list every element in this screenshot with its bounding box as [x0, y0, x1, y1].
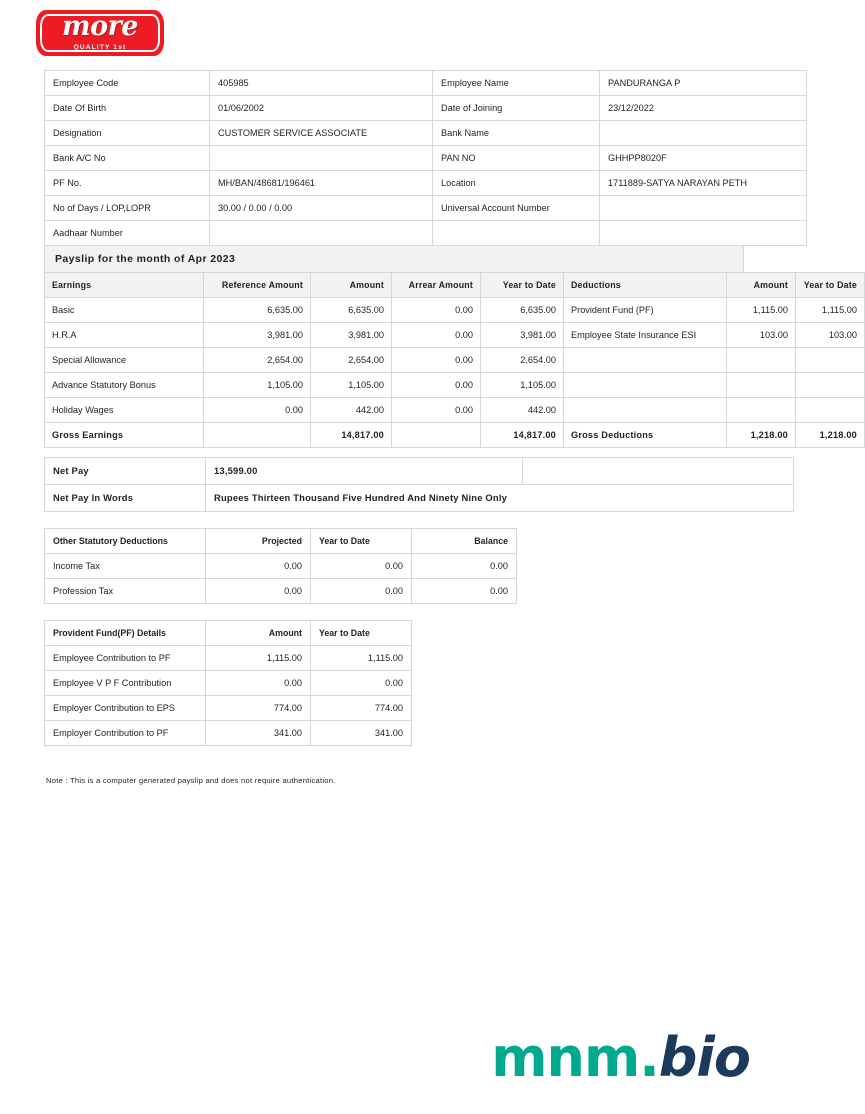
gross-earnings-arrear: [392, 423, 481, 448]
pf-ytd: 0.00: [311, 671, 412, 696]
earning-arrear: 0.00: [392, 298, 481, 323]
gross-deductions-amount: 1,218.00: [727, 423, 796, 448]
field-label: Bank Name: [433, 121, 600, 146]
earning-amount: 6,635.00: [311, 298, 392, 323]
deduction-ytd: [796, 398, 865, 423]
field-value: 1711889-SATYA NARAYAN PETH: [600, 171, 807, 196]
table-row: [45, 121, 807, 146]
table-row: [45, 196, 807, 221]
table-header-row: [45, 273, 865, 298]
deduction-name: Employee State Insurance ESI: [564, 323, 727, 348]
net-pay-value: 13,599.00: [206, 458, 523, 485]
deduction-amount: 103.00: [727, 323, 796, 348]
earning-name: Basic: [45, 298, 204, 323]
table-row: [45, 696, 813, 721]
payslip-month-heading: [44, 245, 744, 273]
gross-earnings-reference: [204, 423, 311, 448]
earning-ytd: 1,105.00: [481, 373, 564, 398]
earning-amount: 3,981.00: [311, 323, 392, 348]
earning-reference: 2,654.00: [204, 348, 311, 373]
field-value: [600, 196, 807, 221]
col-earnings: Earnings: [45, 273, 204, 298]
deduction-name: [564, 373, 727, 398]
osd-projected: 0.00: [206, 554, 311, 579]
col-pf-amount: Amount: [206, 621, 311, 646]
field-label: Designation: [45, 121, 210, 146]
earnings-deductions-table: [44, 272, 865, 448]
watermark-dot: .: [639, 1026, 659, 1089]
osd-ytd: 0.00: [311, 554, 412, 579]
earning-arrear: 0.00: [392, 323, 481, 348]
pf-ytd: 774.00: [311, 696, 412, 721]
osd-name: Profession Tax: [45, 579, 206, 604]
field-value: MH/BAN/48681/196461: [210, 171, 433, 196]
col-deduction-ytd: Year to Date: [796, 273, 865, 298]
table-row: [45, 298, 865, 323]
field-value: 23/12/2022: [600, 96, 807, 121]
col-osd-ytd: Year to Date: [311, 529, 412, 554]
payslip-heading-text: Payslip for the month of Apr 2023: [45, 246, 744, 273]
deduction-amount: [727, 348, 796, 373]
table-header-row: [45, 621, 813, 646]
pf-empty: [412, 671, 813, 696]
table-row: [45, 348, 865, 373]
field-label: No of Days / LOP,LOPR: [45, 196, 210, 221]
deduction-ytd: [796, 348, 865, 373]
pf-empty: [412, 646, 813, 671]
deduction-amount: 1,115.00: [727, 298, 796, 323]
deduction-ytd: [796, 373, 865, 398]
pf-amount: 774.00: [206, 696, 311, 721]
col-amount: Amount: [311, 273, 392, 298]
watermark: [491, 1026, 750, 1089]
field-value: GHHPP8020F: [600, 146, 807, 171]
deduction-ytd: 1,115.00: [796, 298, 865, 323]
logo-badge: [36, 10, 164, 56]
earning-reference: 1,105.00: [204, 373, 311, 398]
table-row: [45, 221, 807, 246]
pf-empty: [412, 696, 813, 721]
table-row: [45, 71, 807, 96]
col-pf-title: Provident Fund(PF) Details: [45, 621, 206, 646]
earning-amount: 442.00: [311, 398, 392, 423]
earning-arrear: 0.00: [392, 373, 481, 398]
gross-earnings-ytd: 14,817.00: [481, 423, 564, 448]
table-row: [45, 171, 807, 196]
field-label: Bank A/C No: [45, 146, 210, 171]
table-row: [45, 579, 830, 604]
earning-reference: 0.00: [204, 398, 311, 423]
earning-name: Special Allowance: [45, 348, 204, 373]
earning-name: Holiday Wages: [45, 398, 204, 423]
gross-earnings-amount: 14,817.00: [311, 423, 392, 448]
net-pay-blank-cell: [523, 458, 794, 485]
col-other-statutory-title: Other Statutory Deductions: [45, 529, 206, 554]
col-reference-amount: Reference Amount: [204, 273, 311, 298]
osd-balance: 0.00: [412, 554, 517, 579]
col-deduction-amount: Amount: [727, 273, 796, 298]
osd-name: Income Tax: [45, 554, 206, 579]
gross-deductions-label: Gross Deductions: [564, 423, 727, 448]
net-pay-words-value: Rupees Thirteen Thousand Five Hundred And Ninety Nine Only: [206, 485, 794, 512]
more-logo: [36, 10, 166, 58]
table-row: [45, 96, 807, 121]
col-balance: Balance: [412, 529, 517, 554]
field-label: Location: [433, 171, 600, 196]
field-value: 405985: [210, 71, 433, 96]
earning-ytd: 442.00: [481, 398, 564, 423]
deduction-ytd: 103.00: [796, 323, 865, 348]
net-pay-label: Net Pay: [45, 458, 206, 485]
field-label: Date Of Birth: [45, 96, 210, 121]
employee-details-table: [44, 70, 807, 246]
pf-amount: 1,115.00: [206, 646, 311, 671]
osd-projected: 0.00: [206, 579, 311, 604]
watermark-part1: mnm: [491, 1026, 640, 1089]
earning-name: Advance Statutory Bonus: [45, 373, 204, 398]
osd-empty: [517, 579, 830, 604]
earning-reference: 6,635.00: [204, 298, 311, 323]
table-row: [45, 398, 865, 423]
col-deductions: Deductions: [564, 273, 727, 298]
table-row: [45, 323, 865, 348]
pf-amount: 0.00: [206, 671, 311, 696]
table-row: [45, 458, 794, 485]
pf-empty: [412, 721, 813, 746]
deduction-name: Provident Fund (PF): [564, 298, 727, 323]
table-row: [45, 646, 813, 671]
gross-deductions-ytd: 1,218.00: [796, 423, 865, 448]
field-value: CUSTOMER SERVICE ASSOCIATE: [210, 121, 433, 146]
deduction-name: [564, 348, 727, 373]
field-label: PF No.: [45, 171, 210, 196]
field-value: 30.00 / 0.00 / 0.00: [210, 196, 433, 221]
table-row: [45, 554, 830, 579]
osd-balance: 0.00: [412, 579, 517, 604]
earning-reference: 3,981.00: [204, 323, 311, 348]
pf-ytd: 341.00: [311, 721, 412, 746]
deduction-amount: [727, 373, 796, 398]
field-value: 01/06/2002: [210, 96, 433, 121]
osd-ytd: 0.00: [311, 579, 412, 604]
osd-empty: [517, 554, 830, 579]
field-label: Date of Joining: [433, 96, 600, 121]
col-arrear-amount: Arrear Amount: [392, 273, 481, 298]
field-label: Employee Code: [45, 71, 210, 96]
deduction-amount: [727, 398, 796, 423]
field-label: Aadhaar Number: [45, 221, 210, 246]
provident-fund-details-table: [44, 620, 813, 746]
table-row: [45, 373, 865, 398]
col-projected: Projected: [206, 529, 311, 554]
field-value: [600, 221, 807, 246]
earning-arrear: 0.00: [392, 348, 481, 373]
other-statutory-deductions-table: [44, 528, 829, 604]
pf-name: Employer Contribution to PF: [45, 721, 206, 746]
table-row: [45, 146, 807, 171]
earning-ytd: 3,981.00: [481, 323, 564, 348]
net-pay-words-label: Net Pay In Words: [45, 485, 206, 512]
footer-note: Note : This is a computer generated payslip and does not require authentication.: [46, 776, 336, 785]
table-row: [45, 246, 744, 273]
earning-ytd: 2,654.00: [481, 348, 564, 373]
earning-amount: 1,105.00: [311, 373, 392, 398]
field-value: [210, 221, 433, 246]
field-label: Universal Account Number: [433, 196, 600, 221]
deduction-name: [564, 398, 727, 423]
logo-brand-text: more: [62, 11, 138, 42]
earning-ytd: 6,635.00: [481, 298, 564, 323]
field-value: [600, 121, 807, 146]
col-pf-ytd: Year to Date: [311, 621, 412, 646]
col-pf-empty: [412, 621, 813, 646]
earning-name: H.R.A: [45, 323, 204, 348]
pf-ytd: 1,115.00: [311, 646, 412, 671]
earning-arrear: 0.00: [392, 398, 481, 423]
field-label: Employee Name: [433, 71, 600, 96]
totals-row: [45, 423, 865, 448]
col-osd-empty: [517, 529, 830, 554]
pf-name: Employer Contribution to EPS: [45, 696, 206, 721]
table-row: [45, 671, 813, 696]
pf-name: Employee Contribution to PF: [45, 646, 206, 671]
net-pay-table: [44, 457, 794, 512]
table-row: [45, 485, 794, 512]
pf-amount: 341.00: [206, 721, 311, 746]
logo-tagline: QUALITY 1st: [73, 44, 127, 51]
table-row: [45, 721, 813, 746]
field-label: PAN NO: [433, 146, 600, 171]
field-value: PANDURANGA P: [600, 71, 807, 96]
col-year-to-date: Year to Date: [481, 273, 564, 298]
watermark-part2: bio: [658, 1026, 750, 1089]
earning-amount: 2,654.00: [311, 348, 392, 373]
pf-name: Employee V P F Contribution: [45, 671, 206, 696]
gross-earnings-label: Gross Earnings: [45, 423, 204, 448]
field-label: [433, 221, 600, 246]
table-header-row: [45, 529, 830, 554]
field-value: [210, 146, 433, 171]
